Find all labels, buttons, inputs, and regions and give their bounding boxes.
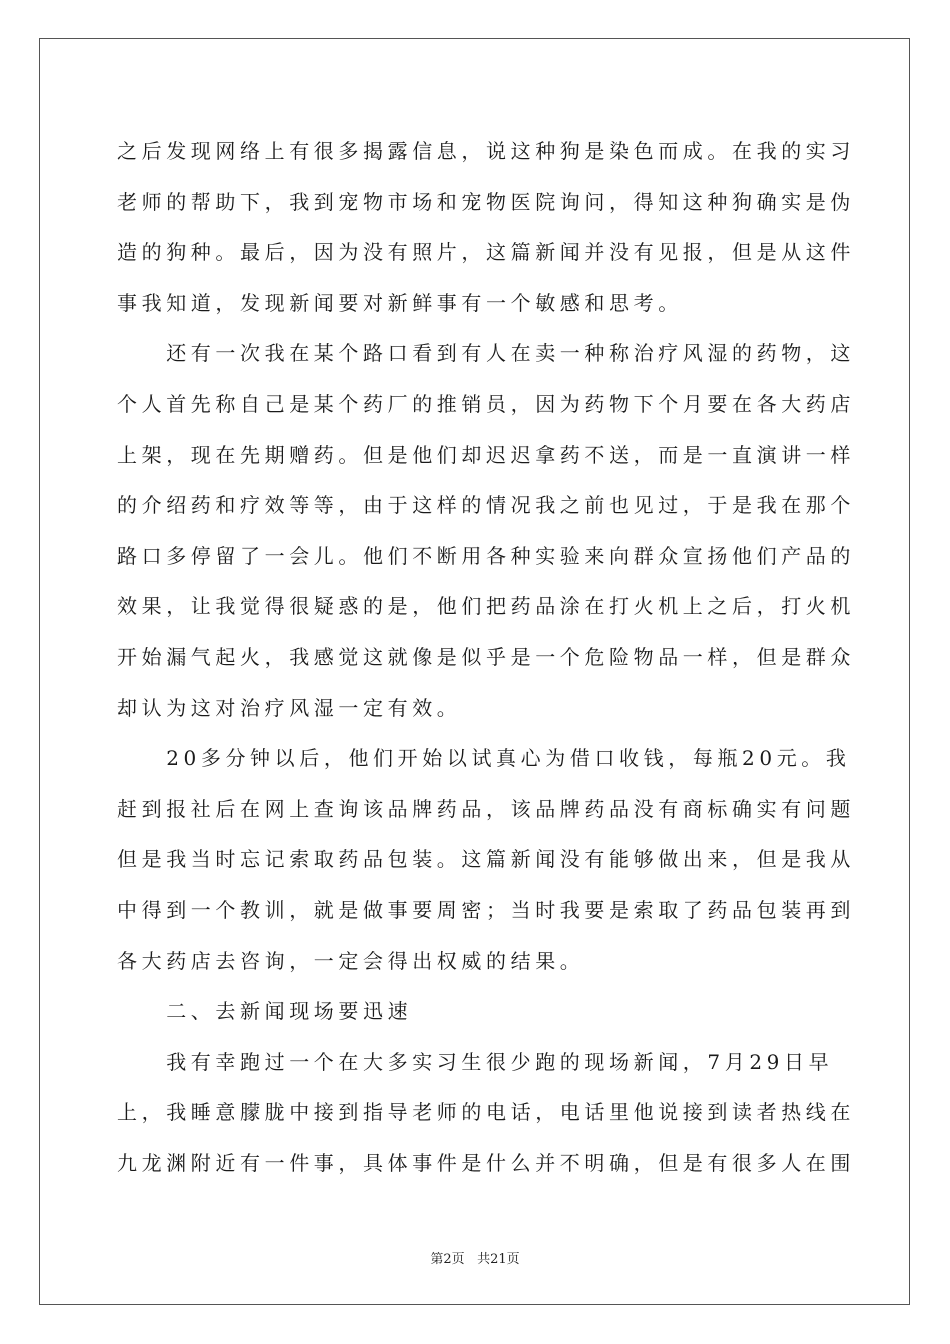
text-line: 路口多停留了一会儿。他们不断用各种实验来向群众宣扬他们产品的	[117, 543, 855, 568]
text-line: 还有一次我在某个路口看到有人在卖一种称治疗风湿的药物，这	[117, 341, 855, 366]
text-line: 事我知道，发现新闻要对新鲜事有一个敏感和思考。	[117, 290, 683, 315]
text-line: 中得到一个教训，就是做事要周密；当时我要是索取了药品包装再到	[117, 897, 855, 922]
text-line: 效果，让我觉得很疑惑的是，他们把药品涂在打火机上之后，打火机	[117, 594, 855, 619]
text-line: 我有幸跑过一个在大多实习生很少跑的现场新闻，7月29日早	[117, 1049, 834, 1074]
page-total: 共21页	[477, 1252, 520, 1267]
text-line: 各大药店去咨询，一定会得出权威的结果。	[117, 948, 585, 973]
text-line: 上，我睡意朦胧中接到指导老师的电话，电话里他说接到读者热线在	[117, 1100, 855, 1125]
text-line: 赶到报社后在网上查询该品牌药品，该品牌药品没有商标确实有问题	[117, 796, 855, 821]
text-line: 20多分钟以后，他们开始以试真心为借口收钱，每瓶20元。我	[117, 746, 851, 771]
text-line: 九龙渊附近有一件事，具体事件是什么并不明确，但是有很多人在围	[117, 1150, 855, 1175]
document-body	[117, 126, 855, 1188]
text-line: 造的狗种。最后，因为没有照片，这篇新闻并没有见报，但是从这件	[117, 240, 855, 265]
text-line: 开始漏气起火，我感觉这就像是似乎是一个危险物品一样，但是群众	[117, 644, 855, 669]
text-line: 之后发现网络上有很多揭露信息，说这种狗是染色而成。在我的实习	[117, 139, 855, 163]
section-heading: 二、去新闻现场要迅速	[117, 999, 413, 1024]
text-line: 个人首先称自己是某个药厂的推销员，因为药物下个月要在各大药店	[117, 391, 855, 416]
text-line: 上架，现在先期赠药。但是他们却迟迟拿药不送，而是一直演讲一样	[117, 442, 855, 467]
page-number: 第2页	[430, 1252, 465, 1267]
page-footer	[0, 1248, 950, 1267]
text-line: 却认为这对治疗风湿一定有效。	[117, 695, 462, 720]
text-line: 但是我当时忘记索取药品包装。这篇新闻没有能够做出来，但是我从	[117, 847, 855, 872]
text-line: 老师的帮助下，我到宠物市场和宠物医院询问，得知这种狗确实是伪	[117, 189, 855, 214]
text-line: 的介绍药和疗效等等，由于这样的情况我之前也见过，于是我在那个	[117, 493, 855, 518]
